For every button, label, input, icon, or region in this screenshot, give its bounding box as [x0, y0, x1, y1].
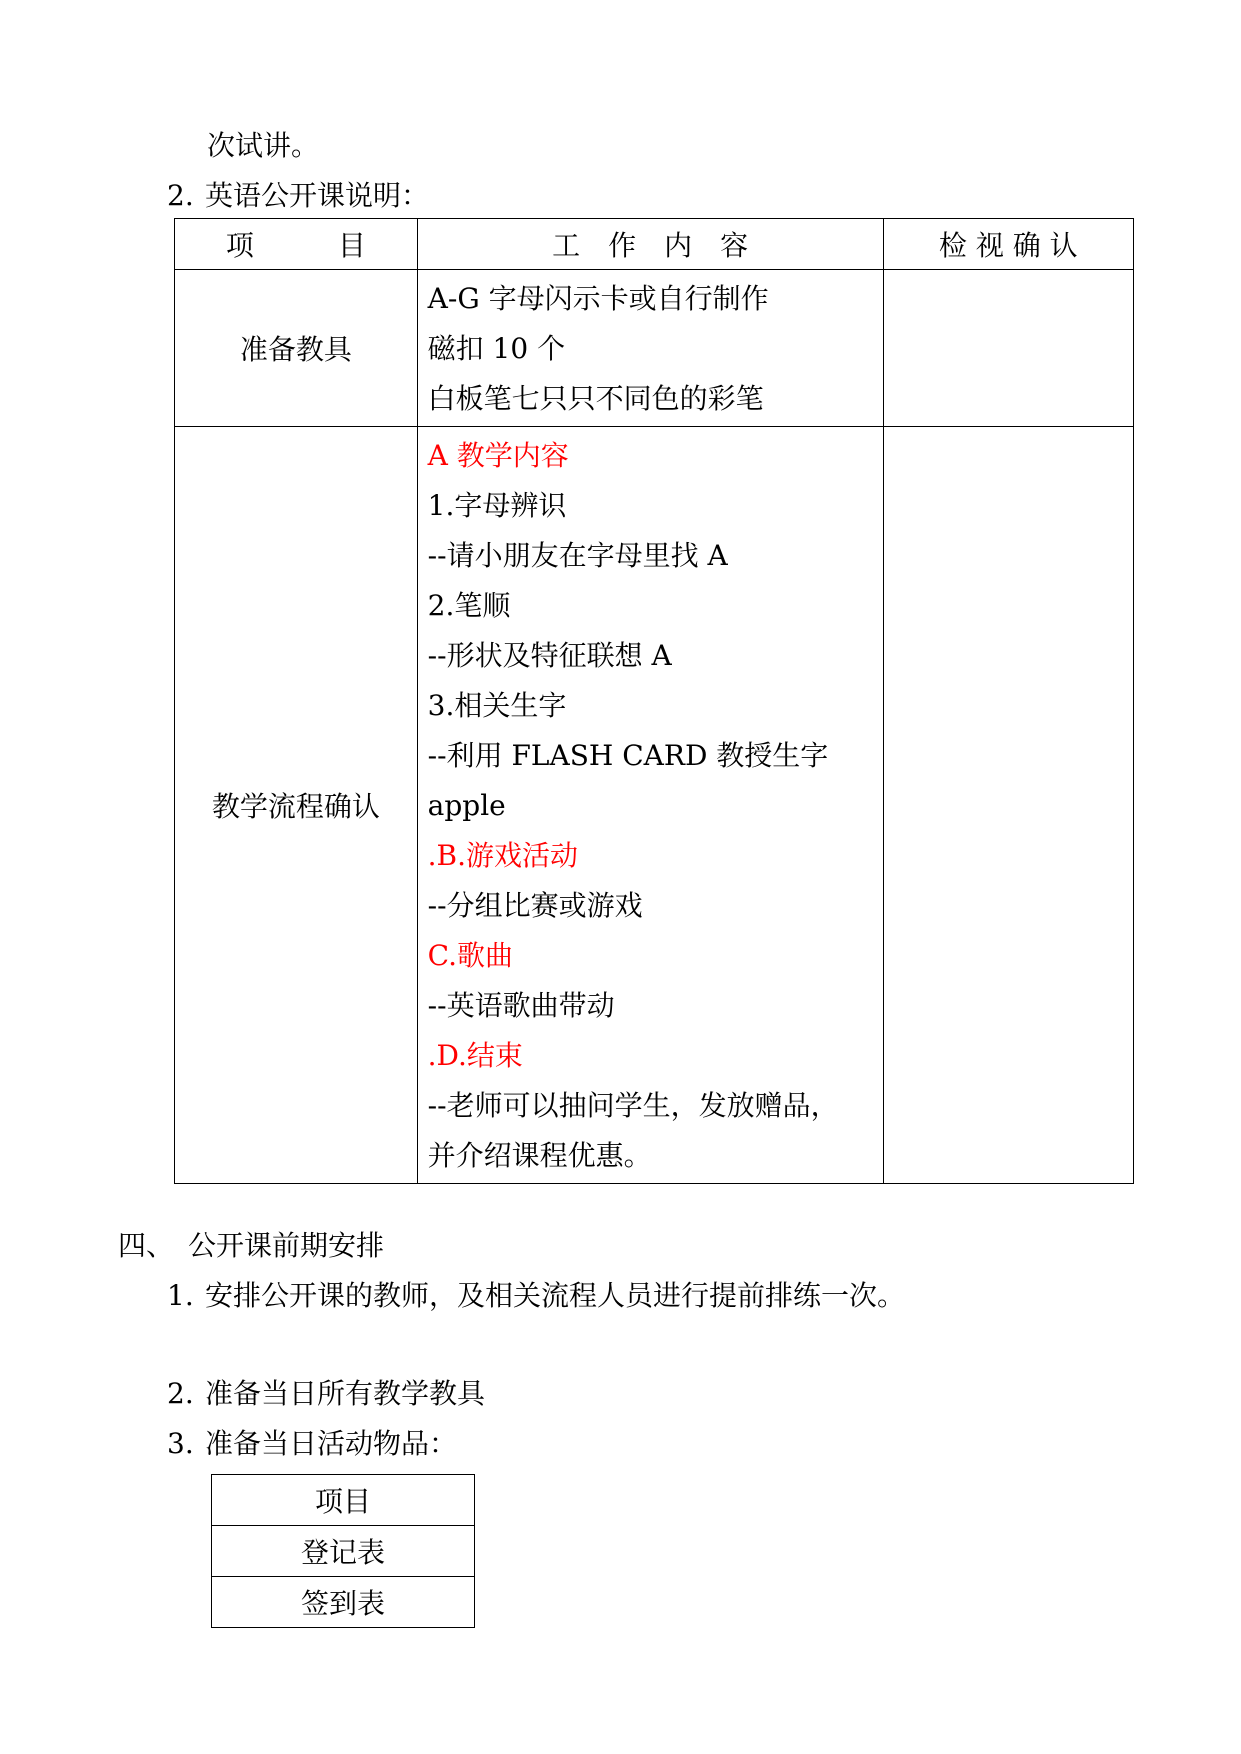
item-text: 准备当日活动物品： — [205, 1427, 458, 1460]
section4-item-1 — [167, 1278, 905, 1314]
course-description-table — [174, 218, 1134, 1184]
item-number: 2. — [167, 1377, 194, 1410]
items-cell: 签到表 — [212, 1577, 475, 1628]
row2-line: 并介绍课程优惠。 — [427, 1139, 652, 1172]
table-header-row — [212, 1475, 475, 1526]
table-row — [212, 1526, 475, 1577]
header-item: 项 目 — [175, 219, 418, 270]
row2-line: --利用 FLASH CARD 教授生字 — [427, 739, 829, 772]
item-text: 准备当日所有教学教具 — [205, 1377, 486, 1410]
row1-content — [417, 270, 883, 427]
table-row — [175, 270, 1134, 427]
row2-line: C.歌曲 — [427, 939, 513, 972]
items-header: 项目 — [212, 1475, 475, 1526]
row1-line: 磁扣 10 个 — [427, 332, 566, 365]
table-header-row — [175, 219, 1134, 270]
row2-line: --英语歌曲带动 — [427, 989, 615, 1022]
row2-line: --分组比赛或游戏 — [427, 889, 643, 922]
item-number: 1. — [167, 1279, 194, 1312]
row2-line: A 教学内容 — [427, 439, 569, 472]
row2-line: .B.游戏活动 — [427, 839, 579, 872]
row2-line: --形状及特征联想 A — [427, 639, 672, 672]
row2-line: --请小朋友在字母里找 A — [427, 539, 728, 572]
row1-check — [883, 270, 1133, 427]
row2-line: --老师可以抽问学生，发放赠品， — [427, 1089, 839, 1122]
row1-line: A-G 字母闪示卡或自行制作 — [427, 282, 769, 315]
table-row — [212, 1577, 475, 1628]
intro-text: 次试讲。 — [207, 129, 320, 162]
section4-item-3 — [167, 1426, 457, 1462]
row2-line: 2.笔顺 — [427, 589, 511, 622]
row2-line: 1.字母辨识 — [427, 489, 567, 522]
section4-heading: 四、 公开课前期安排 — [118, 1229, 385, 1262]
item-text: 安排公开课的教师，及相关流程人员进行提前排练一次。 — [205, 1279, 906, 1312]
header-check: 检 视 确 认 — [883, 219, 1133, 270]
section2-heading — [167, 178, 429, 214]
row1-line: 白板笔七只只不同色的彩笔 — [427, 382, 764, 415]
row2-line: .D.结束 — [427, 1039, 523, 1072]
activity-items-table — [211, 1474, 475, 1628]
section4-item-2 — [167, 1376, 485, 1412]
header-content: 工 作 内 容 — [417, 219, 883, 270]
row2-content — [417, 427, 883, 1184]
row1-item: 准备教具 — [175, 270, 418, 427]
row2-line: 3.相关生字 — [427, 689, 567, 722]
section2-number: 2. — [167, 179, 194, 212]
row2-line: apple — [427, 789, 506, 822]
items-cell: 登记表 — [212, 1526, 475, 1577]
item-number: 3. — [167, 1427, 194, 1460]
row2-item: 教学流程确认 — [175, 427, 418, 1184]
row2-lines — [418, 427, 883, 1183]
section2-title: 英语公开课说明： — [205, 179, 430, 212]
row2-check — [883, 427, 1133, 1184]
table-row — [175, 427, 1134, 1184]
